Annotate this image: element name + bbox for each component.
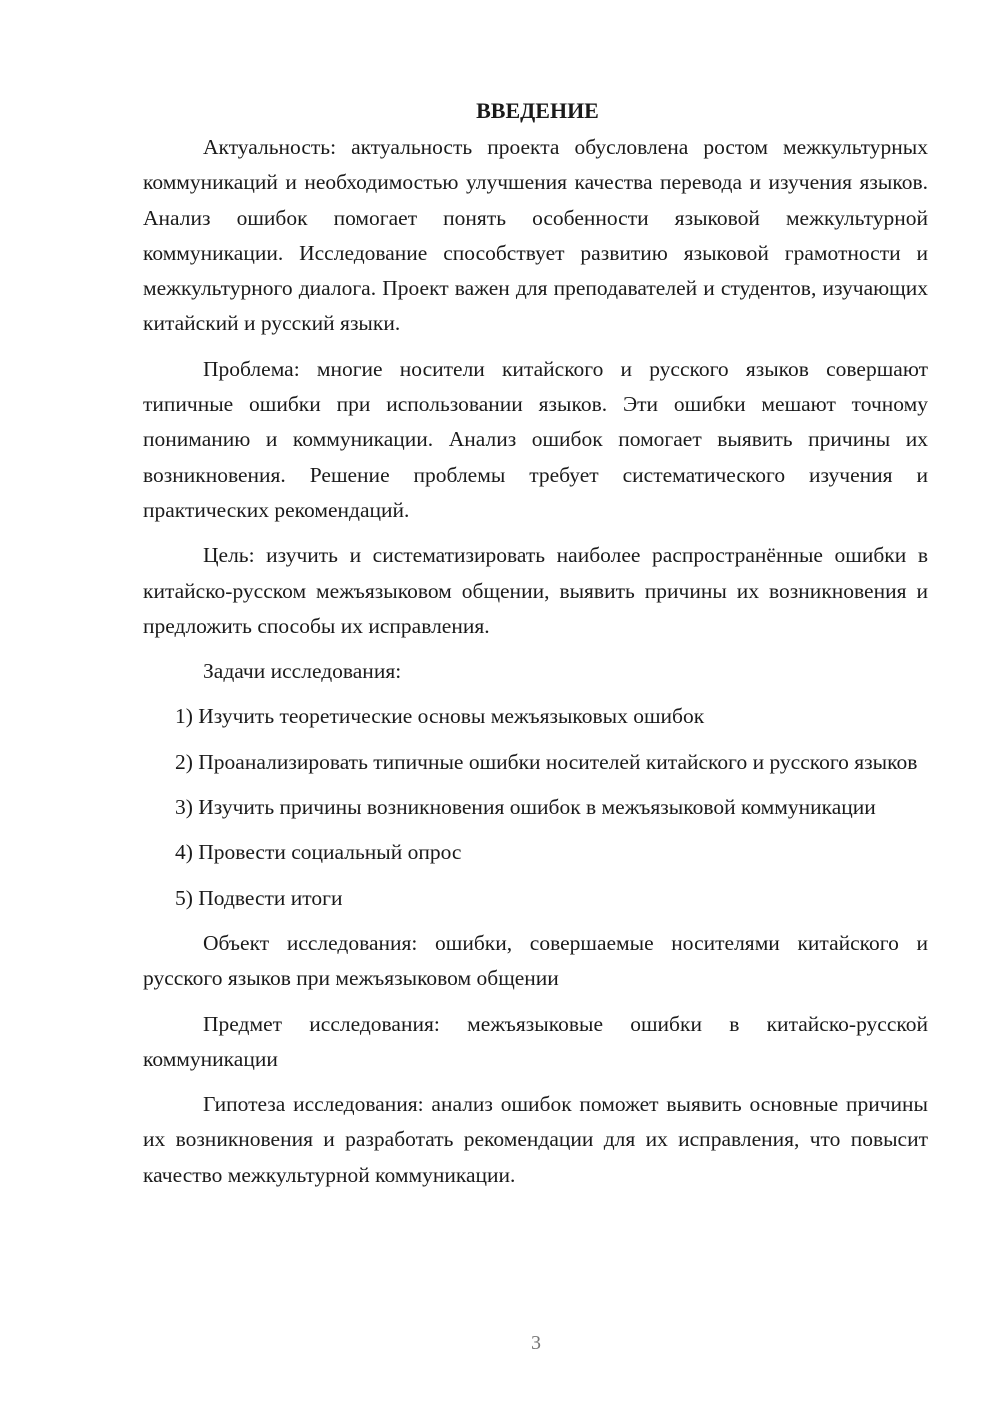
- page-number: 3: [531, 1332, 541, 1354]
- paragraph-tasks-heading: Задачи исследования:: [203, 659, 402, 684]
- document-page: [143, 96, 928, 1203]
- paragraph-relevance: Актуальность: актуальность проекта обусловлена ростом межкультурных коммуникаций и необходимостью улучшения качества перевода и изучения языков. Анализ ошибок помогает понять особенности языковой межкультурной коммуникации. Исследование способствует развитию языковой грамотности и межкультурного диалога. Проект важен для преподавателей и студентов, изучающих китайский и русский языки.: [143, 135, 928, 336]
- task-item-3: 3) Изучить причины возникновения ошибок в межъязыковой коммуникации: [175, 795, 876, 820]
- task-item-2: 2) Проанализировать типичные ошибки носителей китайского и русского языков: [175, 749, 918, 774]
- task-item-1: 1) Изучить теоретические основы межъязыковых ошибок: [175, 704, 705, 729]
- document-title: ВВЕДЕНИЕ: [476, 98, 599, 123]
- task-item-4: 4) Провести социальный опрос: [175, 840, 462, 865]
- paragraph-problem: Проблема: многие носители китайского и русского языков совершают типичные ошибки при использовании языков. Эти ошибки мешают точному пониманию и коммуникации. Анализ ошибок помогает выявить причины их возникновения. Решение проблемы требует систематического изучения и практических рекомендаций.: [143, 356, 928, 522]
- paragraph-object: Объект исследования: ошибки, совершаемые носителями китайского и русского языков при межъязыковом общении: [143, 930, 928, 991]
- paragraph-goal: Цель: изучить и систематизировать наиболее распространённые ошибки в китайско-русском межъязыковом общении, выявить причины их возникновения и предложить способы их исправления.: [143, 543, 928, 638]
- paragraph-subject: Предмет исследования: межъязыковые ошибки в китайско-русской коммуникации: [143, 1011, 928, 1071]
- task-item-5: 5) Подвести итоги: [175, 885, 343, 910]
- paragraph-hypothesis: Гипотеза исследования: анализ ошибок поможет выявить основные причины их возникновения и разработать рекомендации для их исправления, что повысит качество межкультурной коммуникации.: [143, 1092, 928, 1187]
